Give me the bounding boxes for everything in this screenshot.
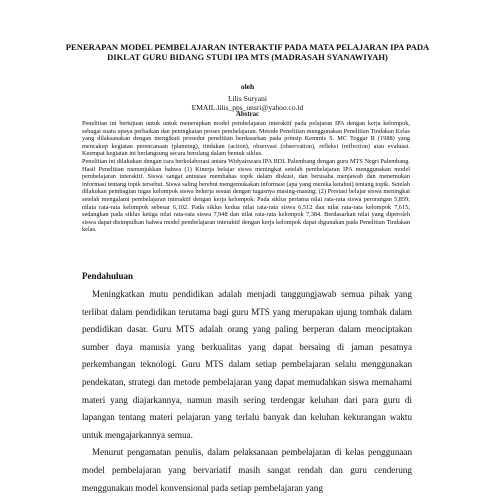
abstract-heading: Abstrac: [235, 111, 260, 118]
author-email: EMAIL.lilis_pps_unsri@yahoo.co.id: [191, 103, 304, 112]
abstract-paragraph-1: Penelitian ini bertujuan untuk untuk menerapkan model pembelajaran interaktif pada pelajaran IPA dengan kerja kelompok, sebagai suatu upaya perbaikan dan peningkatan proses pembelajaran. Metode Penelitian menggunakan Penelitian Tindakan Kelas yang dilaksanakan dengan mengikuti prosedur penelitian berdasarkan pada prinsip Kemmis S. MC Toggar R (1988) yang mencakup kegiatan perencanaan (planning), tindakan (action), observasi (observation), refleksi (reflection) atau evaluasi. Keempat kegiatan ini berlangsung secara berulang dalam bentuk siklus.: [82, 120, 410, 158]
section-heading: Pendahuluan: [82, 271, 134, 281]
paper-title: PENERAPAN MODEL PEMBELAJARAN INTERAKTIF PADA MATA PELAJARAN IPA PADA DIKLAT GURU BIDANG STUDI IPA MTS (MADRASAH SYANAWIYAH): [65, 42, 430, 62]
byline-oleh: oleh: [240, 82, 255, 91]
intro-paragraph-1: Meningkatkan mutu pendidikan adalah menjadi tanggungjawab semua pihak yang terlibat dalam pendidikan terutama bagi guru MTS yang merupakan ujung tombak dalam pendidikan dasar. Guru MTS adalah orang yang paling berperan dalam menciptakan sumber daya manusia yang berkualitas yang dapat bersaing di jaman pesatnya perkembangan teknologi. Guru MTS dalam setiap pembelajaran selalu menggunakan pendekatan, strategi dan metode pembelajaran yang dapat memudahkan siswa memahami materi yang diajarkannya, namun masih sering terdengar keluhan dari para guru di lapangan tentang materi pelajaran yang terlalu banyak dan keluhan kekurangan waktu untuk mengajarkannya semua.: [82, 289, 412, 440]
intro-paragraph-2: Menurut pengamatan penulis, dalam pelaksanaan pembelajaran di kelas penggunaan model pembelajaran yang bervariatif masih sangat rendah dan guru cenderung menggunakan model konvensional pada setiap pembelajaran yang: [82, 447, 412, 493]
author-name: Lilis Suryani: [228, 94, 267, 103]
author-block: [0, 94, 495, 112]
body-text: [82, 286, 412, 497]
abstract-paragraph-2: Penelitian ini dilakukan dengan cara berkolaborasi antara Widyaiswara IPA BDL Palembang dengan guru MTS Negri Palembang. Hasil Penelitian menunjukkan bahwa (1) Kinerja belajar siswa meningkat setelah pembelajaran IPA menggunakan model pembelajaran interaktif. Siswa sangat antusias membahas topik dalam diskusi, dan berusaha menjawab dan menemukan informasi tentang topik tersebut. Siswa saling berebut mengemukakan informasi (apa yang mereka ketahui) tentang topik. Setelah dilakukan pembagian tugas kelompok siswa bekerja sesuai dengan tugasnya masing-masing; (2) Prestasi belajar siswa meningkat setelah mengalami pembelajaran interaktif dengan kerja kelompok. Pada siklus pertama nilai rata-rata siswa perorangan 5,859; nilaia rata-rata kelompok sebesar 6,102. Pada siklus kedua nilai rata-rata siswa 6,512 dan nilai rata-rata kelompok 7,615; sedangkan pada siklus ketiga nilai rata-rata siswa 7,948 dan nilai rata-rata kelompok 7,384. Berdasarkan nilai yang diperoleh siswa dapat disimpulkan bahwa model pembelajaran interaktif dengan kerja kelompok dapat digunakan pada Penelitian Tindakan kelas.: [82, 157, 410, 234]
abstract: [82, 120, 410, 234]
